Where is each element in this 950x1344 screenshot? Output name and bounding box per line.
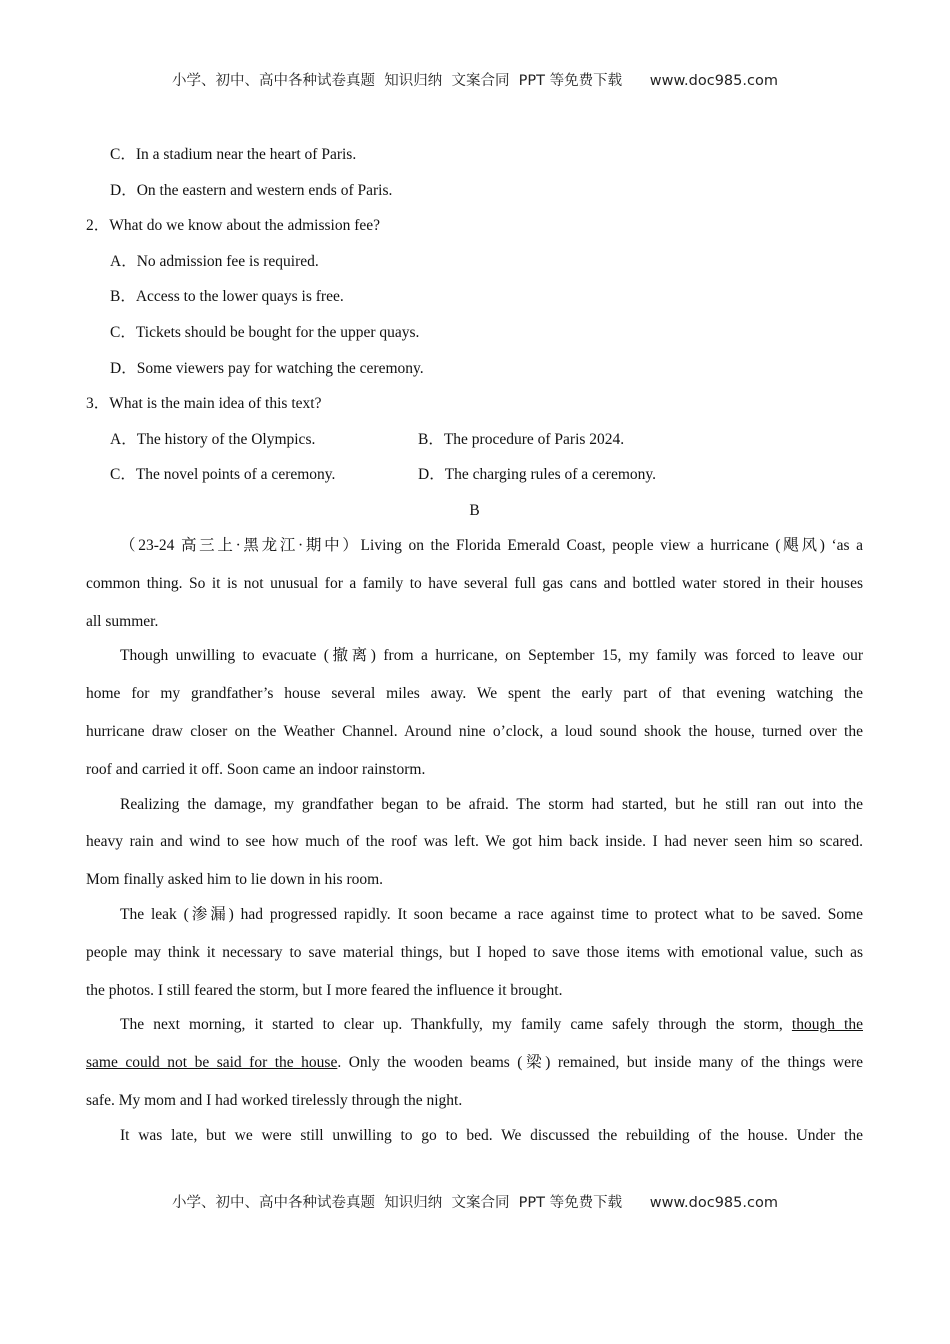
q2-stem: 2．What do we know about the admission fee? [86,217,380,235]
q2-option-b: B．Access to the lower quays is free. [110,288,344,306]
q1-option-c: C．In a stadium near the heart of Paris. [110,146,357,163]
text-line: Mom finally asked him to lie down in his room. [86,871,384,889]
text-line: home for my grandfather’s house several miles away. We spent the early part of that evening watching the [86,685,863,703]
text-line [86,1052,863,1090]
q3-option-c: C．The novel points of a ceremony. [110,466,336,484]
paragraph-5 [86,1014,863,1127]
text-span: . Only the wooden beams (梁) remained, but inside many of the things were [337,1054,864,1072]
q3-option-a: A．The history of the Olympics. [110,430,316,448]
q1-option-d: D．On the eastern and western ends of Paris. [110,181,393,199]
text-line: all summer. [86,612,159,630]
text-line: people may think it necessary to save material things, but I hoped to save those items with emotional value, such as [86,943,863,961]
underlined-text: same could not be said for the house [86,1054,338,1072]
underlined-text: though the [791,1016,863,1034]
text-line: hurricane draw closer on the Weather Channel. Around nine o’clock, a loud sound shook the house, turned over the [86,722,863,740]
q3-options-row-1 [86,429,863,465]
q2-option-a: A．No admission fee is required. [110,252,319,270]
q3-option-d: D．The charging rules of a ceremony. [418,466,657,484]
q3-stem: 3．What is the main idea of this text? [86,395,322,413]
text-line: roof and carried it off. Soon came an indoor rainstorm. [86,760,426,778]
paragraph-4 [86,904,863,1017]
q3-options-row-2 [86,464,863,500]
text-line [86,1014,863,1052]
page-header: 小学、初中、高中各种试卷真题 知识归纳 文案合同 PPT 等免费下载 www.doc985.com [172,73,778,89]
paragraph-1 [86,535,863,648]
q2-option-c: C．Tickets should be bought for the upper quays. [110,323,420,341]
paragraph-2 [86,645,863,796]
text-line: Though unwilling to evacuate (撤离) from a hurricane, on September 15, my family was forced to leave our [120,647,863,665]
text-line: safe. My mom and I had worked tirelessly through the night. [86,1091,463,1109]
text-line: common thing. So it is not unusual for a family to have several full gas cans and bottled water stored in their houses [86,574,863,592]
page-footer: 小学、初中、高中各种试卷真题 知识归纳 文案合同 PPT 等免费下载 www.doc985.com [172,1195,778,1211]
text-line: heavy rain and wind to see how much of the roof was left. We got him back inside. I had never seen him so scared. [86,833,863,851]
text-line: （23-24 高三上·黑龙江·期中）Living on the Florida Emerald Coast, people view a hurricane (飓风) ‘as a [120,536,863,554]
q3-option-b: B．The procedure of Paris 2024. [418,430,625,448]
q2-option-d: D．Some viewers pay for watching the ceremony. [110,359,424,377]
paragraph-3 [86,794,863,907]
text-line: the photos. I still feared the storm, but I more feared the influence it brought. [86,981,563,999]
text-line: Realizing the damage, my grandfather began to be afraid. The storm had started, but he still ran out into the [120,795,863,813]
section-label: B [469,501,480,519]
text-span: The next morning, it started to clear up. Thankfully, my family came safely through the storm, [120,1016,792,1034]
paragraph-6 [86,1125,863,1163]
document-body [86,144,863,1159]
text-line: The leak (渗漏) had progressed rapidly. It soon became a race against time to protect what to be saved. Some [120,905,863,923]
text-line: It was late, but we were still unwilling to go to bed. We discussed the rebuilding of the house. Under the [120,1126,863,1144]
